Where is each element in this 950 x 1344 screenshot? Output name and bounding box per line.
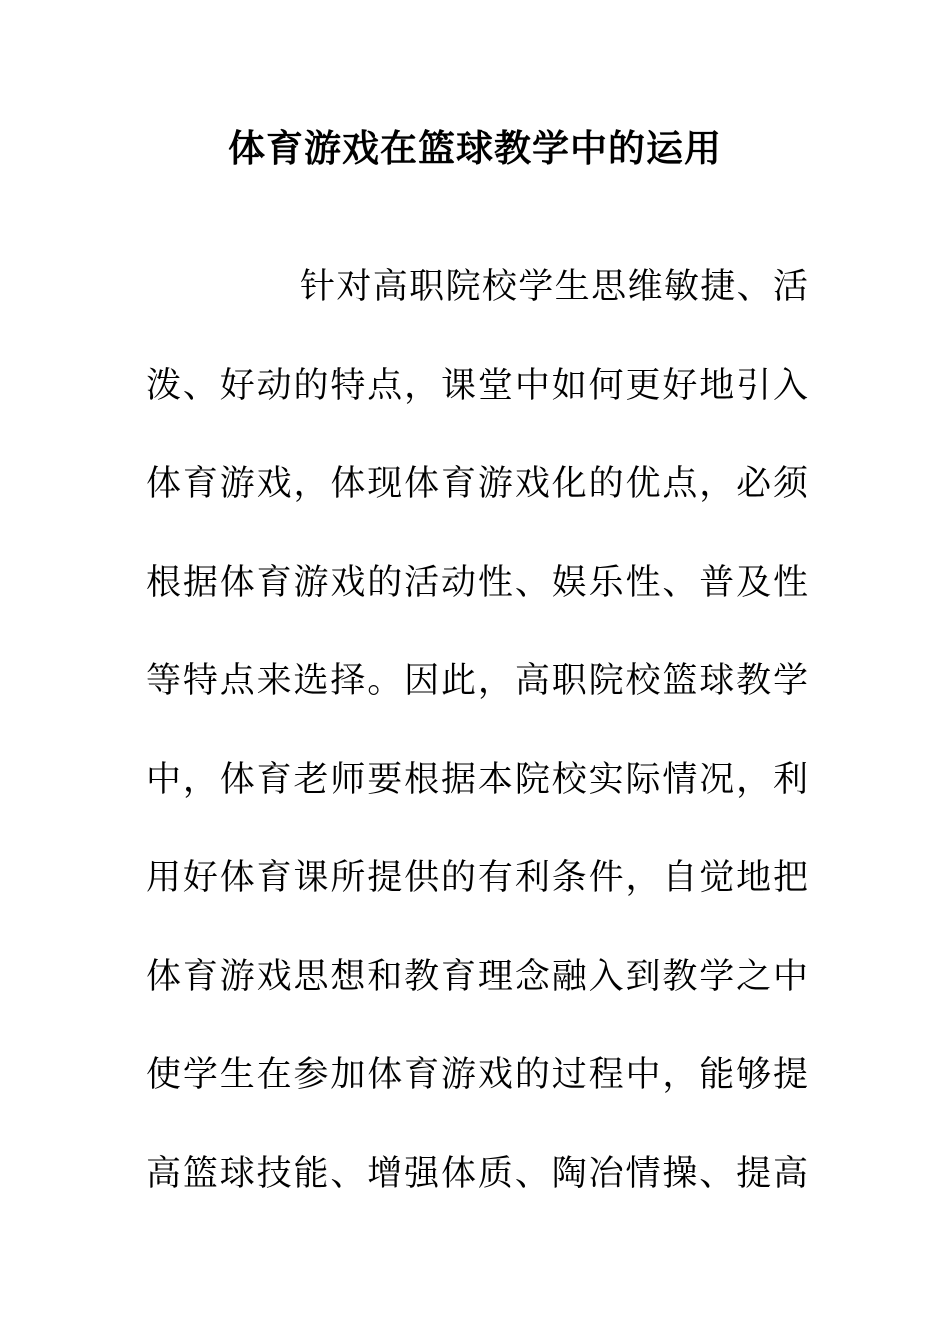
paragraph-line: 泼、好动的特点，课堂中如何更好地引入 — [146, 365, 808, 406]
paragraph-line: 根据体育游戏的活动性、娱乐性、普及性 — [146, 562, 808, 603]
paragraph-line: 等特点来选择。因此，高职院校篮球教学 — [146, 661, 808, 701]
paragraph-line: 体育游戏思想和教育理念融入到教学之中 — [146, 956, 808, 997]
paragraph-line: 高篮球技能、增强体质、陶冶情操、提高 — [146, 1153, 808, 1194]
paragraph-line: 针对高职院校学生思维敏捷、活 — [300, 267, 808, 307]
document-title: 体育游戏在篮球教学中的运用 — [228, 126, 722, 170]
paragraph-line: 用好体育课所提供的有利条件，自觉地把 — [146, 858, 808, 898]
paragraph-line: 体育游戏，体现体育游戏化的优点，必须 — [146, 464, 808, 504]
paragraph — [146, 262, 808, 1247]
paragraph-line: 中，体育老师要根据本院校实际情况，利 — [146, 759, 808, 800]
paragraph-line: 使学生在参加体育游戏的过程中，能够提 — [146, 1055, 808, 1095]
